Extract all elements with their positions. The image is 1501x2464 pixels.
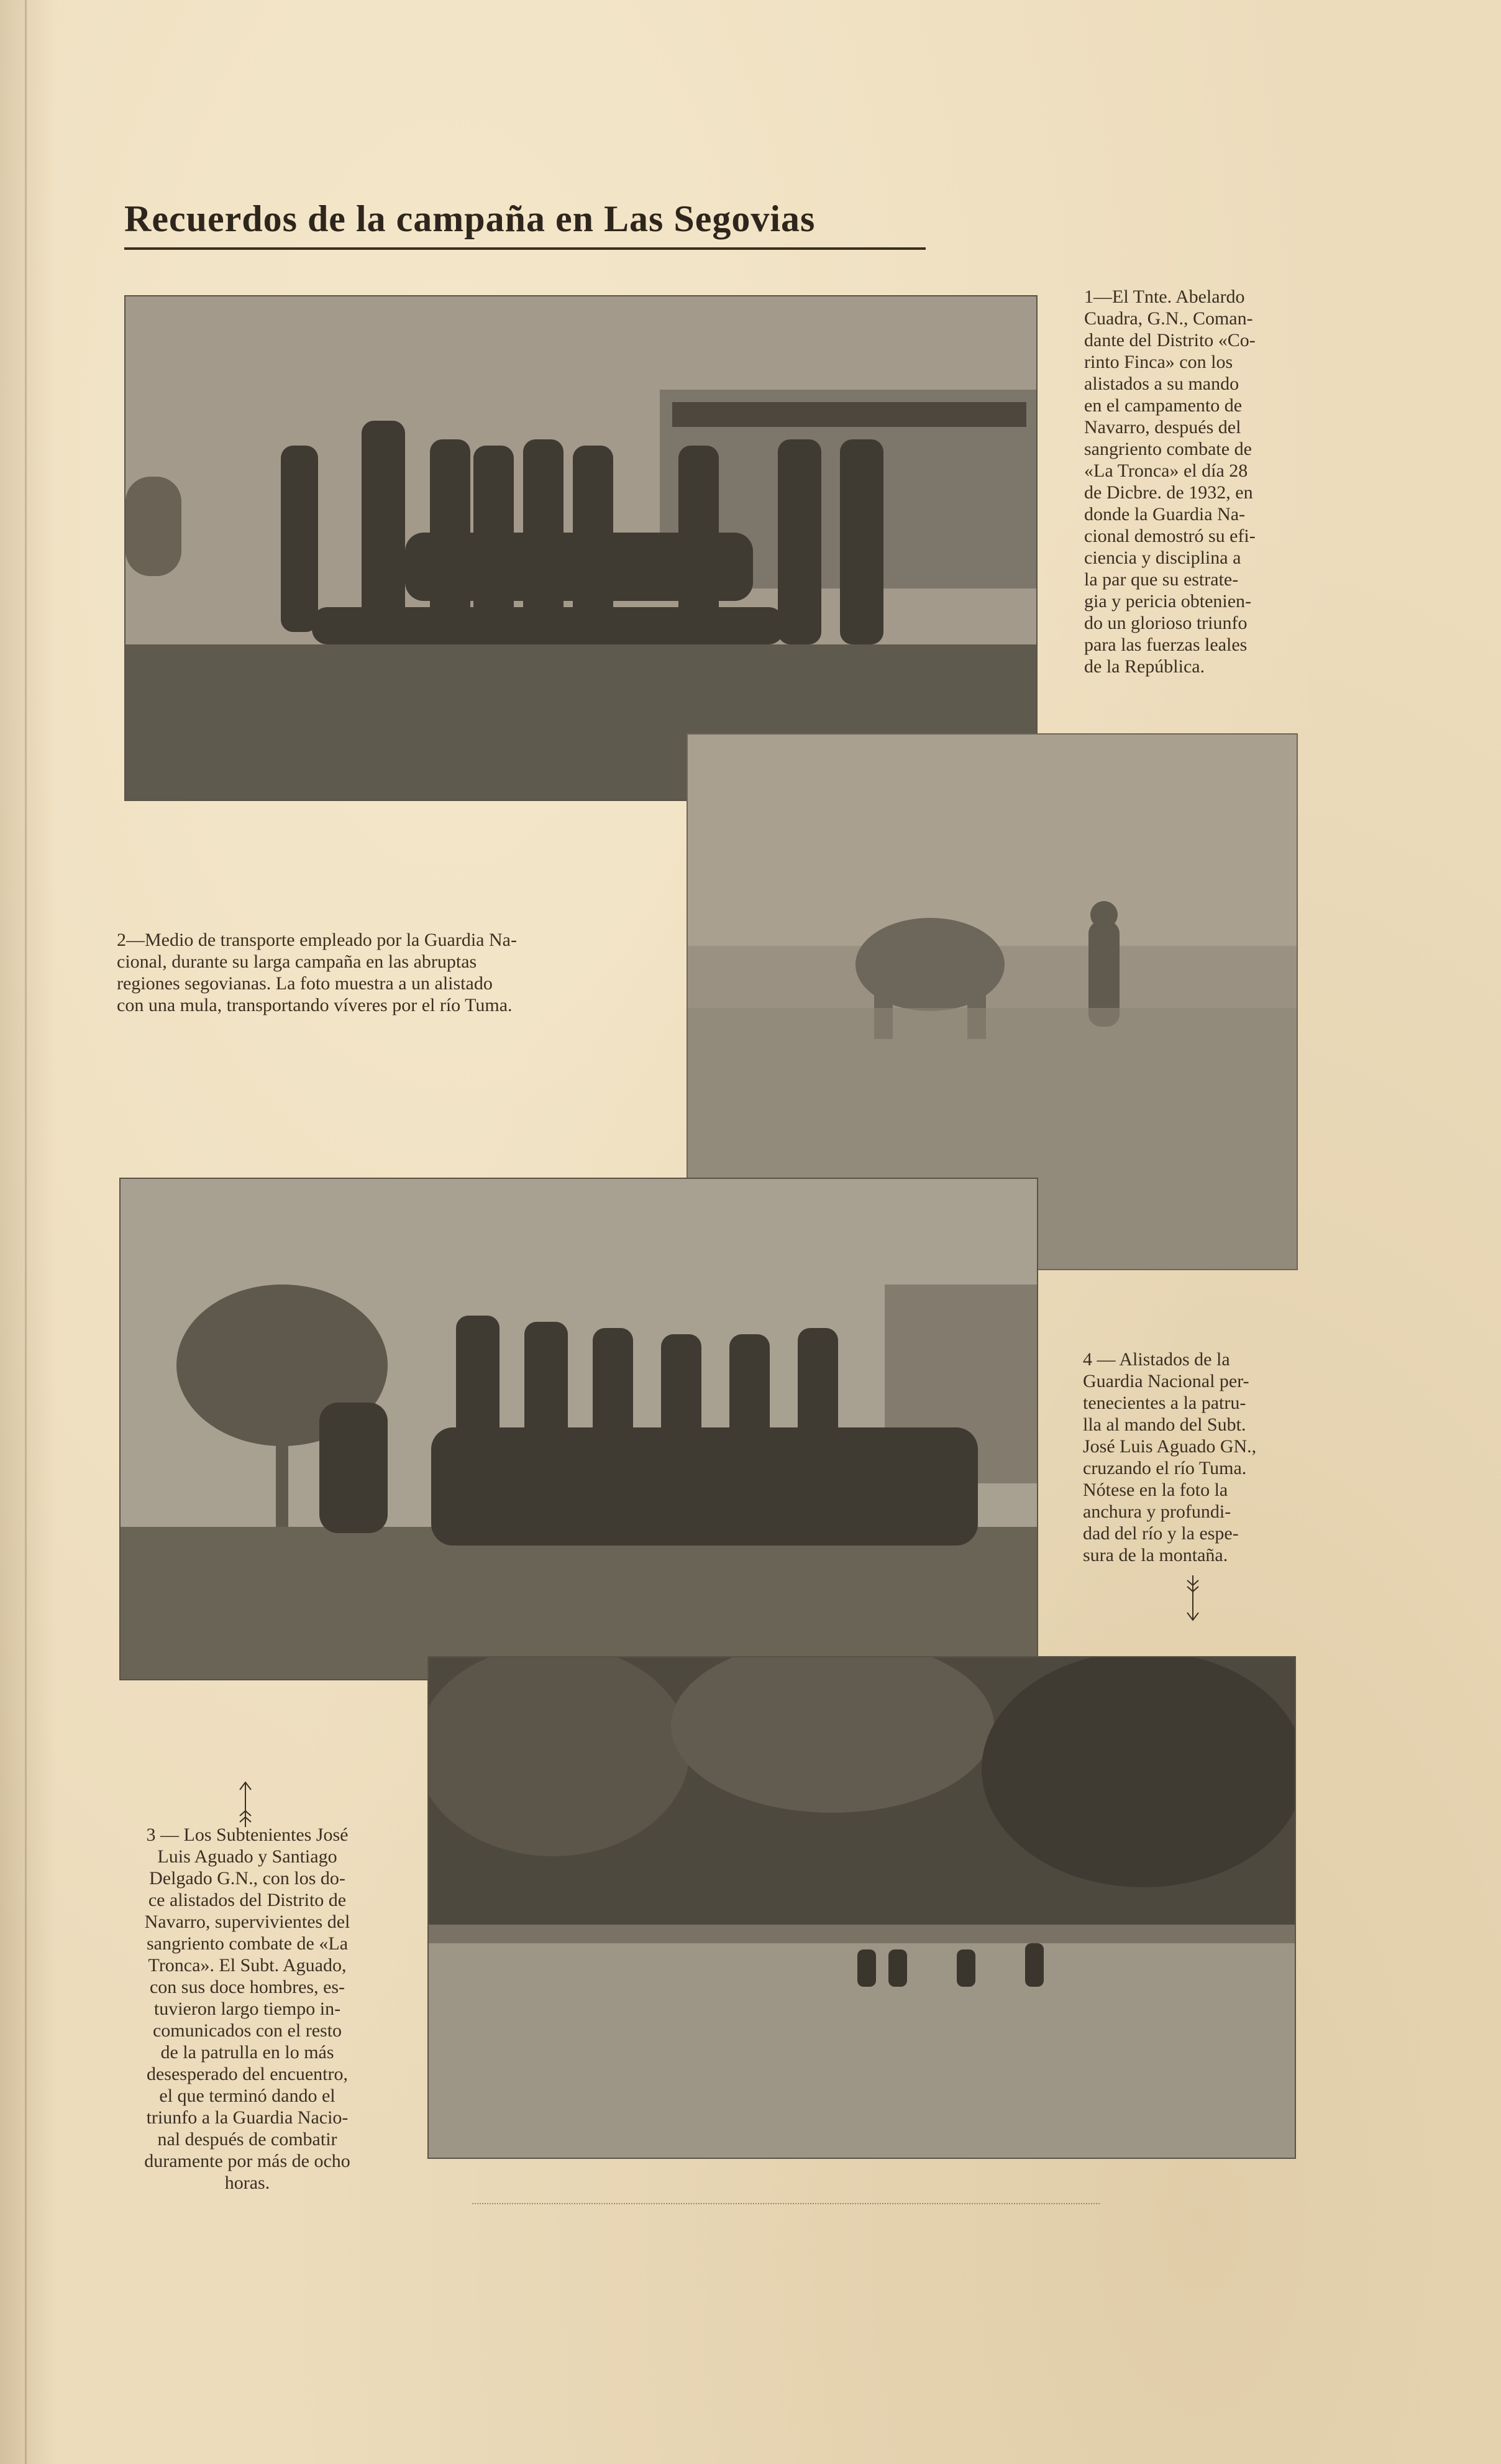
caption-3-line: ce alistados del Distrito de: [148, 1890, 347, 1910]
caption-1-line: «La Tronca» el día 28: [1084, 460, 1248, 481]
caption-4-line: dad del río y la espe-: [1083, 1523, 1239, 1544]
caption-3-line: duramente por más de ocho: [144, 2151, 350, 2171]
caption-4-line: tenecientes a la patru-: [1083, 1393, 1246, 1413]
arrow-up-icon: [236, 1780, 255, 1827]
caption-1-line: para las fuerzas leales: [1084, 634, 1248, 655]
caption-1-line: do un glorioso triunfo: [1084, 613, 1248, 633]
caption-3-line: horas.: [224, 2173, 270, 2193]
caption-1-line: en el campamento de: [1084, 395, 1243, 416]
caption-3: [113, 1824, 381, 2194]
caption-3-line: 3 — Los Subtenientes José: [146, 1825, 349, 1845]
caption-1: [1084, 286, 1311, 677]
caption-4-line: lla al mando del Subt.: [1083, 1414, 1246, 1435]
caption-2-line: regiones segovianas. La foto muestra a un alistado: [117, 973, 493, 994]
caption-3-line: comunicados con el resto: [152, 2020, 342, 2041]
caption-4-line: cruzando el río Tuma.: [1083, 1458, 1247, 1478]
caption-4-line: Nótese en la foto la: [1083, 1480, 1228, 1500]
caption-3-line: Delgado G.N., con los do-: [149, 1868, 345, 1889]
caption-4-line: José Luis Aguado GN.,: [1083, 1436, 1257, 1457]
caption-4-line: sura de la montaña.: [1083, 1545, 1228, 1565]
caption-3-line: triunfo a la Guardia Nacio-: [146, 2107, 349, 2128]
page-fold-line: [25, 0, 27, 2464]
caption-1-line: la par que su estrate-: [1084, 569, 1239, 590]
caption-1-line: de la República.: [1084, 656, 1205, 677]
photo-camp-group: [124, 295, 1038, 801]
arrow-down-icon: [1184, 1575, 1202, 1622]
caption-1-line: rinto Finca» con los: [1084, 352, 1233, 372]
caption-3-line: el que terminó dando el: [159, 2086, 335, 2106]
caption-2-line: con una mula, transportando víveres por el río Tuma.: [117, 995, 513, 1015]
caption-1-line: donde la Guardia Na-: [1084, 504, 1246, 524]
caption-4-line: 4 — Alistados de la: [1083, 1349, 1230, 1370]
caption-1-line: cional demostró su efi-: [1084, 526, 1256, 546]
caption-1-line: dante del Distrito «Co-: [1084, 330, 1256, 350]
caption-4-line: anchura y profundi-: [1083, 1501, 1231, 1522]
article-title: Recuerdos de la campaña en Las Segovias: [124, 198, 816, 239]
photo-officers-group: [119, 1178, 1038, 1680]
caption-1-line: alistados a su mando: [1084, 373, 1239, 394]
caption-3-line: sangriento combate de «La: [146, 1933, 349, 1954]
caption-3-line: con sus doce hombres, es-: [149, 1977, 345, 1997]
caption-4: [1083, 1349, 1305, 1566]
caption-1-line: Cuadra, G.N., Coman-: [1084, 308, 1253, 329]
caption-2-line: cional, durante su larga campaña en las abruptas: [117, 951, 477, 972]
caption-1-line: sangriento combate de: [1084, 439, 1252, 459]
photo-river-crossing: [427, 1656, 1296, 2159]
caption-1-line: Navarro, después del: [1084, 417, 1241, 437]
title-underline: [124, 247, 926, 250]
caption-1-line: gia y pericia obtenien-: [1084, 591, 1252, 611]
caption-3-line: tuvieron largo tiempo in-: [153, 1999, 341, 2019]
caption-3-line: Luis Aguado y Santiago: [157, 1846, 337, 1867]
caption-3-line: nal después de combatir: [157, 2129, 337, 2150]
caption-3-line: Navarro, supervivientes del: [144, 1912, 350, 1932]
caption-1-line: 1—El Tnte. Abelardo: [1084, 286, 1245, 307]
caption-1-line: ciencia y disciplina a: [1084, 547, 1241, 568]
caption-3-line: desesperado del encuentro,: [146, 2064, 349, 2084]
caption-3-line: de la patrulla en lo más: [160, 2042, 334, 2063]
caption-2-line: 2—Medio de transporte empleado por la Guardia Na-: [117, 930, 517, 950]
caption-3-line: Tronca». El Subt. Aguado,: [148, 1955, 347, 1976]
caption-1-line: de Dicbre. de 1932, en: [1084, 482, 1253, 503]
caption-2: [117, 929, 651, 1016]
caption-4-line: Guardia Nacional per-: [1083, 1371, 1249, 1391]
footer-dotted-rule: [472, 2203, 1100, 2205]
